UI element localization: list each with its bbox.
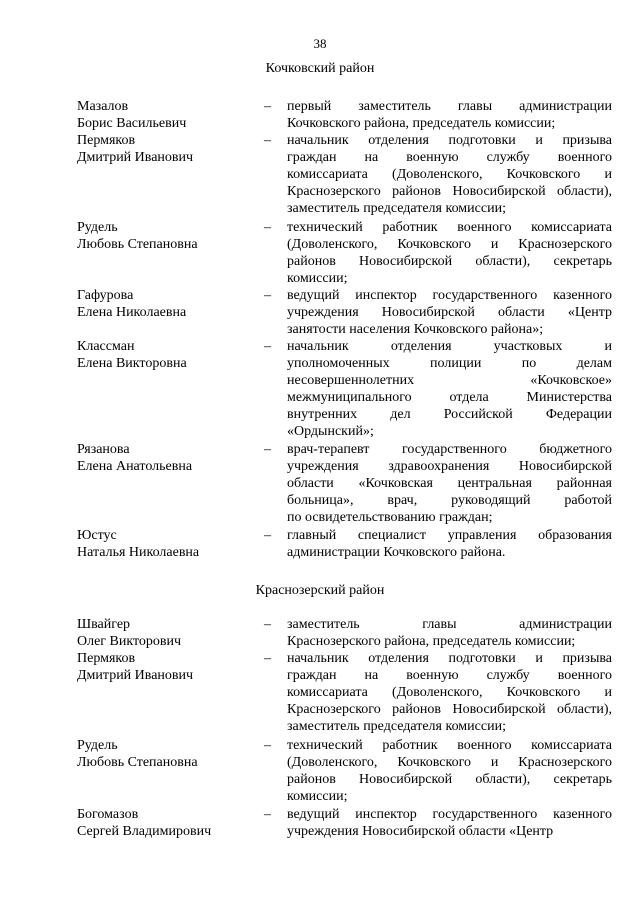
member-dash: –	[264, 442, 271, 457]
member-name	[77, 650, 257, 684]
member-surname: Рудель	[77, 220, 118, 235]
member-entry	[0, 219, 640, 287]
member-position	[287, 527, 612, 561]
position-line: администрации Кочковского района.	[287, 545, 506, 560]
member-surname: Богомазов	[77, 807, 139, 822]
member-given-names: Елена Викторовна	[77, 356, 187, 371]
position-line: комиссариата (Доволенского, Кочковского и	[287, 685, 612, 700]
position-line: учреждения Новосибирской области «Центр	[287, 824, 554, 839]
member-name	[77, 287, 257, 321]
position-line: технический работник военного комиссариата	[287, 738, 612, 753]
member-given-names: Любовь Степановна	[77, 237, 198, 252]
section-title: Краснозерский район	[255, 583, 385, 598]
member-entry	[0, 806, 640, 840]
member-entry	[0, 338, 640, 440]
member-entry	[0, 650, 640, 735]
position-line: по освидетельствованию граждан;	[287, 510, 493, 525]
position-line: межмуниципального отдела Министерства	[287, 390, 612, 405]
member-name	[77, 132, 257, 166]
member-dash: –	[264, 528, 271, 543]
position-line: (Доволенского, Кочковского и Краснозерского	[287, 237, 612, 252]
member-given-names: Борис Васильевич	[77, 116, 187, 131]
member-position	[287, 806, 612, 840]
position-line: заместитель главы администрации	[287, 617, 612, 632]
position-line: ведущий инспектор государственного казенного	[287, 807, 612, 822]
member-position	[287, 219, 612, 287]
position-line: районов Новосибирской области), секретарь	[287, 254, 612, 269]
member-position	[287, 287, 612, 338]
member-name	[77, 806, 257, 840]
position-line: заместитель председателя комиссии;	[287, 719, 506, 734]
member-position	[287, 616, 612, 650]
position-line: учреждения Новосибирской области «Центр	[287, 305, 612, 320]
member-given-names: Сергей Владимирович	[77, 824, 212, 839]
position-line: области «Кочковская центральная районная	[287, 476, 612, 491]
position-line: комиссии;	[287, 271, 348, 286]
position-line: Краснозерского района, председатель комиссии;	[287, 634, 576, 649]
position-line: несовершеннолетних «Кочковское»	[287, 373, 612, 388]
member-position	[287, 132, 612, 217]
position-line: начальник отделения подготовки и призыва	[287, 133, 612, 148]
member-entry	[0, 527, 640, 561]
member-name	[77, 527, 257, 561]
member-dash: –	[264, 99, 271, 114]
member-name	[77, 338, 257, 372]
member-position	[287, 338, 612, 440]
member-position	[287, 98, 612, 132]
member-entry	[0, 737, 640, 805]
position-line: Краснозерского районов Новосибирской области),	[287, 702, 612, 717]
member-dash: –	[264, 807, 271, 822]
member-name	[77, 219, 257, 253]
member-surname: Швайгер	[77, 617, 131, 632]
member-name	[77, 737, 257, 771]
member-entry	[0, 441, 640, 526]
position-line: технический работник военного комиссариата	[287, 220, 612, 235]
page-number: 38	[313, 36, 327, 51]
member-surname: Классман	[77, 339, 135, 354]
member-dash: –	[264, 617, 271, 632]
member-given-names: Елена Анатольевна	[77, 459, 193, 474]
position-line: комиссии;	[287, 789, 348, 804]
member-name	[77, 616, 257, 650]
position-line: районов Новосибирской области), секретарь	[287, 772, 612, 787]
member-given-names: Наталья Николаевна	[77, 545, 200, 560]
member-dash: –	[264, 133, 271, 148]
member-surname: Мазалов	[77, 99, 129, 114]
position-line: начальник отделения участковых и	[287, 339, 612, 354]
member-name	[77, 441, 257, 475]
member-name	[77, 98, 257, 132]
position-line: (Доволенского, Кочковского и Краснозерского	[287, 755, 612, 770]
position-line: врач-терапевт государственного бюджетного	[287, 442, 612, 457]
member-dash: –	[264, 738, 271, 753]
member-surname: Рудель	[77, 738, 118, 753]
member-dash: –	[264, 339, 271, 354]
position-line: уполномоченных полиции по делам	[287, 356, 612, 371]
member-given-names: Дмитрий Иванович	[77, 150, 194, 165]
member-given-names: Любовь Степановна	[77, 755, 198, 770]
member-surname: Пермяков	[77, 651, 136, 666]
position-line: Краснозерского районов Новосибирской области),	[287, 184, 612, 199]
position-line: заместитель председателя комиссии;	[287, 201, 506, 216]
position-line: учреждения здравоохранения Новосибирской	[287, 459, 612, 474]
member-dash: –	[264, 288, 271, 303]
member-dash: –	[264, 651, 271, 666]
position-line: граждан на военную службу военного	[287, 668, 612, 683]
member-surname: Пермяков	[77, 133, 136, 148]
position-line: граждан на военную службу военного	[287, 150, 612, 165]
position-line: первый заместитель главы администрации	[287, 99, 612, 114]
member-position	[287, 650, 612, 735]
position-line: Кочковского района, председатель комиссии;	[287, 116, 556, 131]
member-given-names: Олег Викторович	[77, 634, 182, 649]
member-entry	[0, 132, 640, 217]
member-entry	[0, 98, 640, 132]
member-given-names: Елена Николаевна	[77, 305, 187, 320]
position-line: «Ордынский»;	[287, 424, 374, 439]
position-line: внутренних дел Российской Федерации	[287, 407, 612, 422]
position-line: ведущий инспектор государственного казенного	[287, 288, 612, 303]
member-surname: Гафурова	[77, 288, 134, 303]
member-surname: Юстус	[77, 528, 117, 543]
position-line: занятости населения Кочковского района»;	[287, 322, 544, 337]
position-line: главный специалист управления образования	[287, 528, 612, 543]
section-title: Кочковский район	[265, 61, 375, 76]
member-position	[287, 441, 612, 526]
member-surname: Рязанова	[77, 442, 130, 457]
position-line: больница», врач, руководящий работой	[287, 493, 612, 508]
member-given-names: Дмитрий Иванович	[77, 668, 194, 683]
member-dash: –	[264, 220, 271, 235]
member-position	[287, 737, 612, 805]
position-line: комиссариата (Доволенского, Кочковского и	[287, 167, 612, 182]
member-entry	[0, 616, 640, 650]
position-line: начальник отделения подготовки и призыва	[287, 651, 612, 666]
member-entry	[0, 287, 640, 338]
